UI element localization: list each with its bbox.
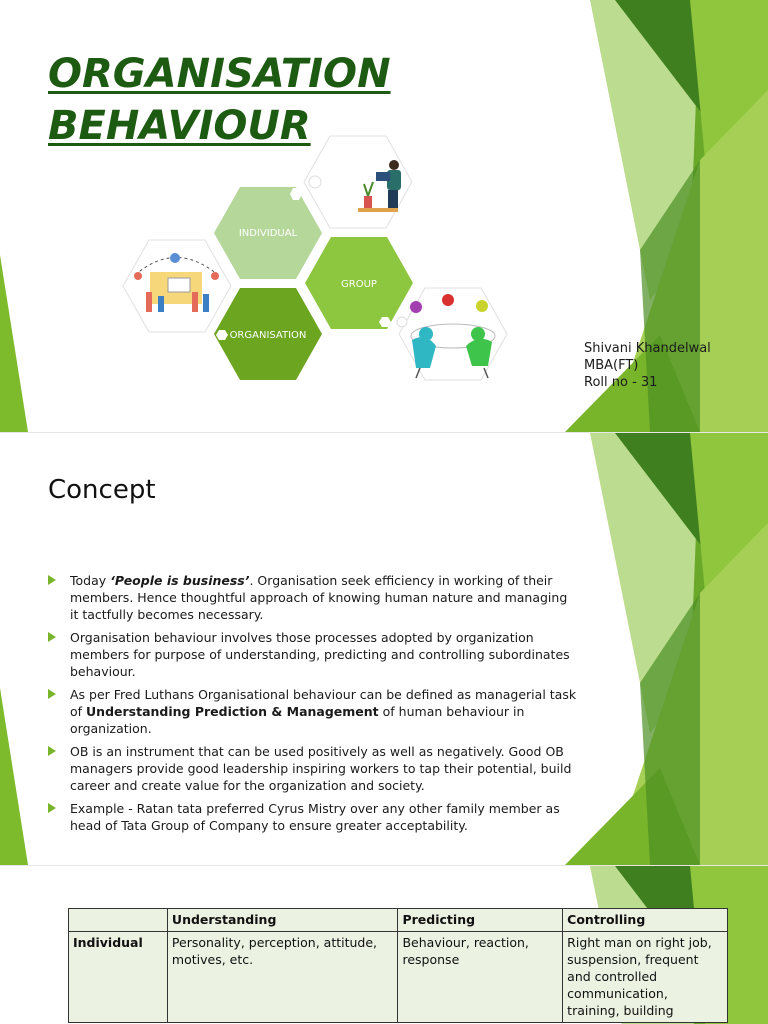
team-office-illustration: [123, 240, 231, 332]
title-slide: [0, 0, 768, 432]
author-info: [584, 340, 711, 391]
table-slide: [0, 866, 768, 1024]
table-cell: Right man on right job, suspension, frequent and controlled communication, training, building: [563, 932, 728, 1023]
bullet-strong: Understanding Prediction & Management: [86, 704, 379, 719]
row-label: Individual: [69, 932, 168, 1023]
author-name: Shivani Khandelwal: [584, 341, 711, 356]
title-line-2: BEHAVIOUR: [48, 103, 311, 149]
author-program: MBA(FT): [584, 358, 639, 373]
bullet-text: of human behaviour in organization.: [70, 704, 525, 736]
table-cell: Personality, perception, attitude, motives, etc.: [167, 932, 398, 1023]
meeting-table-illustration: [399, 288, 507, 380]
ob-table: [68, 908, 728, 1023]
individual-label: INDIVIDUAL: [238, 228, 298, 239]
concept-title: Concept: [48, 475, 156, 505]
bullet-text: OB is an instrument that can be used positively as well as negatively. Good OB managers provide good leadership inspiring workers to tap their potential, build career and create value for the organization and society.: [70, 744, 572, 793]
concept-slide: [0, 433, 768, 865]
group-label: GROUP: [341, 279, 377, 290]
bullet-item: [48, 800, 578, 834]
table-row: [69, 932, 728, 1023]
table-header-row: [69, 909, 728, 932]
table-cell: Behaviour, reaction, response: [398, 932, 563, 1023]
bullet-emphasis: ‘People is business’: [110, 573, 250, 588]
bullet-item: [48, 629, 578, 680]
table-header: Understanding: [167, 909, 398, 932]
table-header: [69, 909, 168, 932]
concept-bullets: [48, 572, 578, 840]
organisation-label: ORGANISATION: [229, 330, 307, 341]
bullet-item: [48, 743, 578, 794]
bullet-item: [48, 572, 578, 623]
table-header: Predicting: [398, 909, 563, 932]
bullet-item: [48, 686, 578, 737]
bullet-text: Today: [70, 573, 111, 588]
title-line-1: ORGANISATION: [48, 51, 391, 97]
bullet-text: Example - Ratan tata preferred Cyrus Mistry over any other family member as head of Tata Group of Company to ensure greater acceptability.: [70, 801, 560, 833]
table-header: Controlling: [563, 909, 728, 932]
bullet-text: Organisation behaviour involves those processes adopted by organization members for purpose of understanding, predicting and controlling subordinates behaviour.: [70, 630, 570, 679]
bullet-text: . Organisation seek efficiency in working of their members. Hence thoughtful approach of knowing human nature and managing it tactfully becomes necessary.: [70, 573, 568, 622]
bullet-text: As per Fred Luthans Organisational behaviour can be defined as managerial task of: [70, 687, 577, 719]
author-roll: Roll no - 31: [584, 375, 658, 390]
